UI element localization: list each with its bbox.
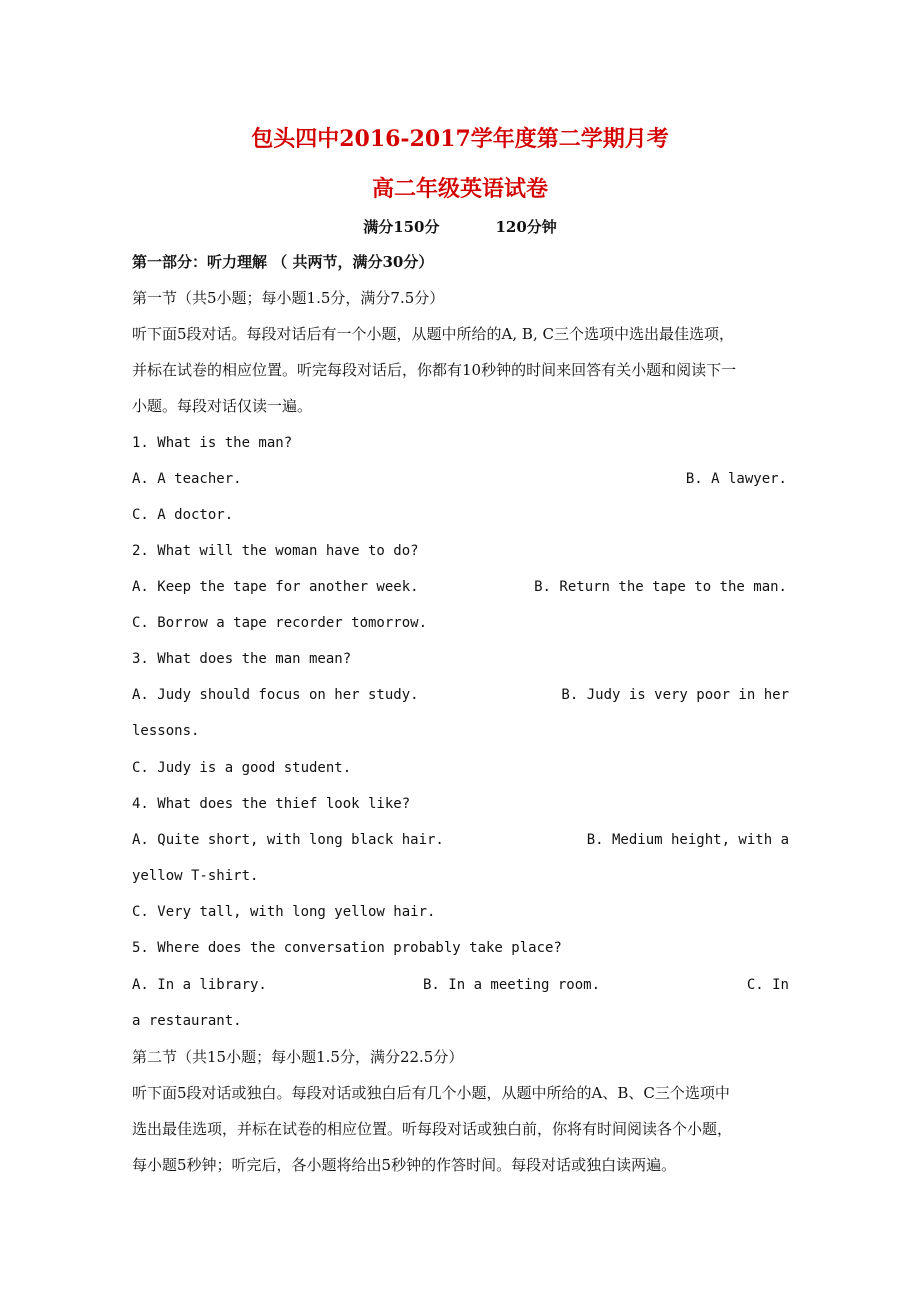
q1-option-b: B. A lawyer. [685,471,787,487]
q4-option-a: A. Quite short, with long black hair. [132,832,444,848]
q5-option-b: B. In a meeting room. [423,977,601,993]
q5-option-c-continued: a restaurant. [132,1013,242,1029]
exam-subtitle: 高二年级英语试卷 [371,176,548,202]
q1-option-a: A. A teacher. [132,471,242,487]
q3-option-b-continued: lessons. [132,723,200,739]
question-5: 5. Where does the conversation probably take place? [132,940,562,956]
time-limit: 120分钟 [495,218,557,236]
q3-option-a: A. Judy should focus on her study. [132,687,419,703]
section2-instructions-line: 听下面5段对话或独白。每段对话或独白后有几个小题，从题中所给的A、B、C三个选项中 [132,1084,730,1102]
section2-instructions-line: 每小题5秒钟；听完后，各小题将给出5秒钟的作答时间。每段对话或独白读两遍。 [132,1156,677,1174]
section1-instructions-line: 小题。每段对话仅读一遍。 [132,397,313,415]
section1-heading: 第一节（共5小题；每小题1.5分，满分7.5分） [132,289,445,307]
section1-instructions-line: 并标在试卷的相应位置。听完每段对话后，你都有10秒钟的时间来回答有关小题和阅读下一 [132,361,737,379]
q2-option-c: C. Borrow a tape recorder tomorrow. [132,615,428,631]
q4-option-b-continued: yellow T-shirt. [132,868,259,884]
section1-instructions-line: 听下面5段对话。每段对话后有一个小题，从题中所给的A, B, C三个选项中选出最佳选项， [132,325,734,343]
question-1: 1. What is the man? [132,435,293,451]
section2-instructions-line: 选出最佳选项，并标在试卷的相应位置。听每段对话或独白前，你将有时间阅读各个小题， [132,1120,733,1138]
q2-option-b: B. Return the tape to the man. [534,579,787,595]
q1-option-c: C. A doctor. [132,507,234,523]
q2-option-a: A. Keep the tape for another week. [132,579,419,595]
q5-option-a: A. In a library. [132,977,267,993]
exam-meta [0,216,920,237]
question-4: 4. What does the thief look like? [132,796,411,812]
q3-option-c: C. Judy is a good student. [132,760,352,776]
exam-title: 包头四中2016-2017学年度第二学期月考 [251,126,669,152]
question-3: 3. What does the man mean? [132,651,352,667]
q3-option-b: B. Judy is very poor in her [561,687,789,703]
q5-option-c: C. In [746,977,789,993]
question-2: 2. What will the woman have to do? [132,543,419,559]
q4-option-b: B. Medium height, with a [586,832,789,848]
full-score: 满分150分 [363,218,440,236]
section2-heading: 第二节（共15小题；每小题1.5分，满分22.5分） [132,1048,464,1066]
part1-heading: 第一部分：听力理解 （ 共两节，满分30分） [132,253,434,271]
q4-option-c: C. Very tall, with long yellow hair. [132,904,436,920]
